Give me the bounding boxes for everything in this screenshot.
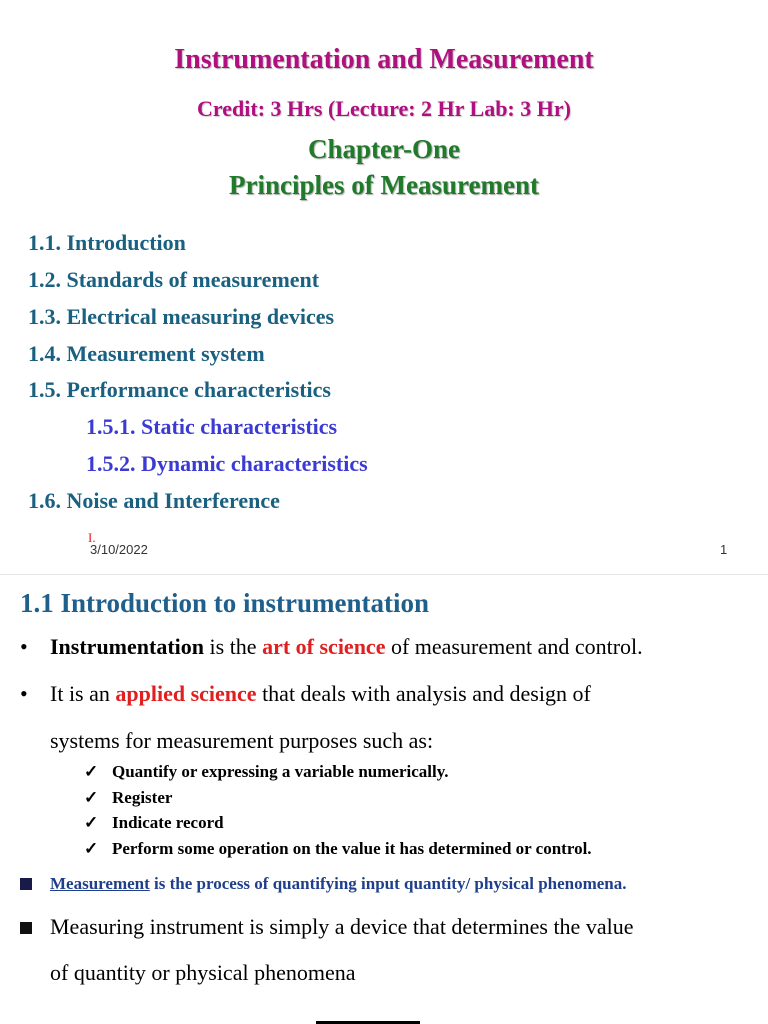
list-marker: I. <box>88 530 96 545</box>
toc-subitem: 1.5.2. Dynamic characteristics <box>86 451 368 476</box>
page-number: 1 <box>720 542 728 557</box>
measurement-definition <box>50 874 627 894</box>
toc-subitem: 1.5.1. Static characteristics <box>86 414 338 439</box>
check-text: Indicate record <box>112 813 224 832</box>
check-text: Quantify or expressing a variable numerically. <box>112 762 449 781</box>
text: of measurement and control. <box>385 634 643 659</box>
term-instrumentation: Instrumentation <box>50 634 205 659</box>
check-list-item <box>84 839 592 859</box>
check-list-item <box>84 813 224 833</box>
toc-item: 1.5. Performance characteristics <box>28 377 331 402</box>
square-bullet-icon <box>20 922 32 934</box>
text: that deals with analysis and design of <box>256 681 591 706</box>
text: is the <box>204 634 263 659</box>
check-text: Register <box>112 788 173 807</box>
instrument-definition-line-1: Measuring instrument is simply a device that determines the value <box>50 914 634 939</box>
checkmark-icon: ✓ <box>84 788 99 807</box>
instrument-definition-line-2: of quantity or physical phenomena <box>50 960 356 985</box>
toc-item: 1.1. Introduction <box>28 230 186 255</box>
slide-date: 3/10/2022 <box>90 542 148 557</box>
checkmark-icon: ✓ <box>84 839 99 858</box>
check-list-item <box>84 762 449 782</box>
bullet-icon: • <box>20 681 28 706</box>
check-list-item <box>84 788 172 808</box>
bullet-icon: • <box>20 634 28 659</box>
text: is the process of quantifying input quantity/ physical phenomena. <box>149 874 627 893</box>
check-text: Perform some operation on the value it has determined or control. <box>112 839 592 858</box>
highlight-art-of-science: art of science <box>262 634 386 659</box>
square-bullet-icon <box>20 878 32 890</box>
applied-science-line-2: systems for measurement purposes such as: <box>50 728 434 753</box>
checkmark-icon: ✓ <box>84 762 99 781</box>
applied-science-line <box>50 681 591 707</box>
instrumentation-definition <box>50 634 643 660</box>
toc-item: 1.4. Measurement system <box>28 341 265 366</box>
toc-item: 1.6. Noise and Interference <box>28 488 280 513</box>
term-measurement: Measurement <box>50 874 150 893</box>
course-title: Instrumentation and Measurement <box>174 44 594 75</box>
highlight-applied-science: applied science <box>115 681 257 706</box>
toc-item: 1.2. Standards of measurement <box>28 267 320 292</box>
chapter-label: Chapter-One <box>308 134 460 164</box>
section-heading: 1.1 Introduction to instrumentation <box>20 588 430 618</box>
slide-divider <box>0 574 768 575</box>
text: It is an <box>50 681 116 706</box>
credit-line: Credit: 3 Hrs (Lecture: 2 Hr Lab: 3 Hr) <box>197 96 571 121</box>
toc-item: 1.3. Electrical measuring devices <box>28 304 335 329</box>
checkmark-icon: ✓ <box>84 813 99 832</box>
chapter-title: Principles of Measurement <box>229 170 539 200</box>
